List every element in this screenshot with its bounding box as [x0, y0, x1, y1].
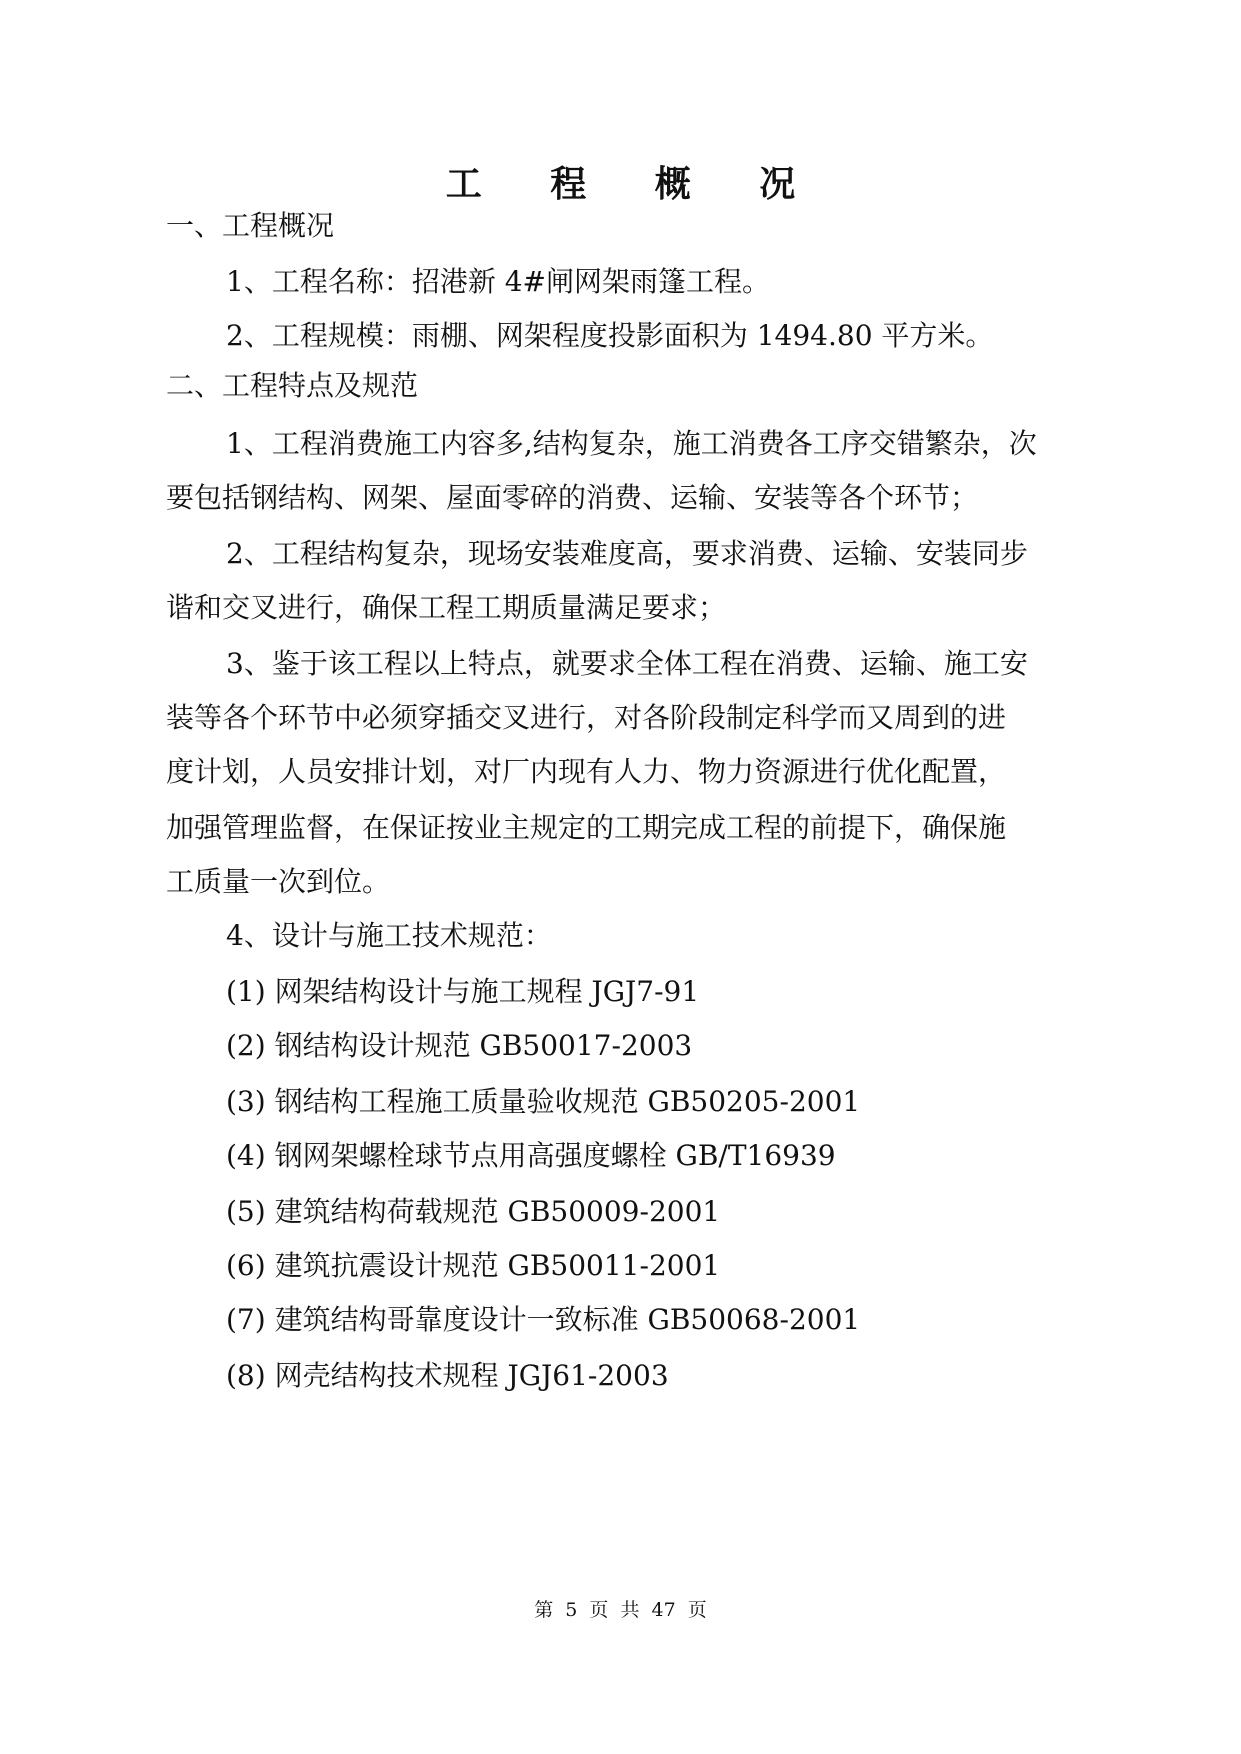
paragraph-1-line-2: 要包括钢结构、网架、屋面零碎的消费、运输、安装等各个环节；	[166, 481, 979, 514]
project-scale-item: 2、工程规模：雨棚、网架程度投影面积为 1494.80 平方米。	[226, 319, 994, 352]
standard-item: (6) 建筑抗震设计规范 GB50011-2001	[226, 1249, 721, 1282]
paragraph-2-line-2: 谐和交叉进行，确保工程工期质量满足要求；	[166, 591, 727, 624]
paragraph-3-line-3: 度计划，人员安排计划，对厂内现有人力、物力资源进行优化配置，	[166, 755, 1007, 788]
page-number-footer: 第 5 页 共 47 页	[534, 1599, 707, 1621]
section-1-heading: 一、工程概况	[166, 209, 335, 242]
paragraph-3-line-5: 工质量一次到位。	[166, 865, 391, 898]
standard-item: (3) 钢结构工程施工质量验收规范 GB50205-2001	[226, 1085, 861, 1118]
paragraph-2-line-1: 2、工程结构复杂，现场安装难度高，要求消费、运输、安装同步	[226, 537, 1028, 570]
standards-heading: 4、设计与施工技术规范：	[226, 919, 552, 952]
standard-item: (8) 网壳结构技术规程 JGJ61-2003	[226, 1359, 669, 1392]
standard-item: (1) 网架结构设计与施工规程 JGJ7-91	[226, 975, 700, 1008]
paragraph-3-line-1: 3、鉴于该工程以上特点，就要求全体工程在消费、运输、施工安	[226, 647, 1028, 680]
standard-item: (2) 钢结构设计规范 GB50017-2003	[226, 1029, 693, 1062]
standard-item: (4) 钢网架螺栓球节点用高强度螺栓 GB/T16939	[226, 1139, 836, 1172]
standard-item: (5) 建筑结构荷载规范 GB50009-2001	[226, 1195, 721, 1228]
page-title: 工 程 概 况	[445, 164, 824, 205]
paragraph-3-line-2: 装等各个环节中必须穿插交叉进行，对各阶段制定科学而又周到的进	[166, 701, 1007, 734]
paragraph-3-line-4: 加强管理监督，在保证按业主规定的工期完成工程的前提下，确保施	[166, 811, 1007, 844]
standard-item: (7) 建筑结构哥靠度设计一致标准 GB50068-2001	[226, 1303, 861, 1336]
paragraph-1-line-1: 1、工程消费施工内容多,结构复杂，施工消费各工序交错繁杂，次	[226, 427, 1037, 460]
section-2-heading: 二、工程特点及规范	[166, 369, 419, 402]
project-name-item: 1、工程名称：招港新 4#闸网架雨篷工程。	[226, 265, 770, 298]
